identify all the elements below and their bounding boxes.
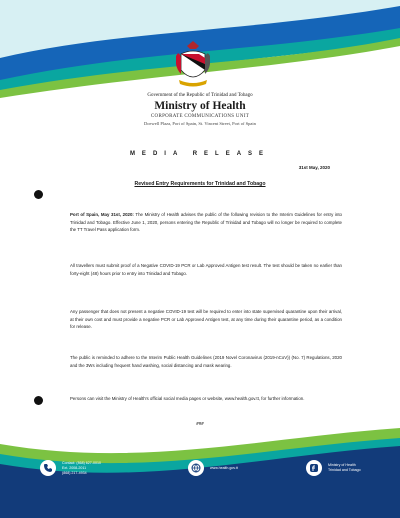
ministry-name: Ministry of Health bbox=[154, 100, 246, 112]
end-mark: ### bbox=[196, 421, 204, 426]
contact-line[interactable]: www.health.gov.tt bbox=[210, 465, 238, 470]
contact-line: Ext. 2008-2011 bbox=[62, 465, 87, 470]
paragraph-text: The Ministry of Health advises the public of the following revision to the Interim Guidelines for entry into Trinidad and Tobago. Effective June 1, 2020, persons entering the Republic of Trinidad and Tobago will no longer be required to complete the TT Travel Pass application form. bbox=[70, 212, 342, 233]
contact-line: Trinidad and Tobago bbox=[328, 468, 361, 472]
body-paragraph bbox=[70, 262, 342, 277]
release-date: 31st May, 2020 bbox=[298, 165, 330, 170]
communications-unit: CORPORATE COMMUNICATIONS UNIT bbox=[150, 114, 250, 119]
phone-icon bbox=[40, 460, 56, 476]
release-title: Revised Entry Requirements for Trinidad and Tobago bbox=[134, 181, 266, 187]
body-paragraph bbox=[70, 395, 342, 403]
paragraph-text: Any passenger that does not present a negative COVID-19 test will be required to enter into state supervised quarantine upon their arrival, at their own cost and must provide a negative PCR or Lab Approved Antigen test, at any time during their quarantine period, as a condition for release. bbox=[70, 309, 342, 330]
government-heading: Government of the Republic of Trinidad and Tobago bbox=[147, 93, 253, 98]
web-icon bbox=[188, 460, 204, 476]
social-icon bbox=[306, 460, 322, 476]
footer-contact-phone bbox=[40, 460, 101, 476]
media-release-label: MEDIA RELEASE bbox=[129, 151, 271, 157]
paragraph-text: All travellers must submit proof of a Negative COVID-19 PCR or Lab Approved Antigen test result. The test should be taken no earlier than forty-eight (48) hours prior to entry into Trinidad and Tobago. bbox=[70, 263, 342, 276]
contact-line: Contact: (868) 627-0010 bbox=[62, 460, 101, 465]
contact-line: Ministry of Health bbox=[328, 463, 356, 467]
paragraph-text: The public is reminded to adhere to the Interim Public Health Guidelines (2019 Novel Coronavirus (2019-nCoV)) (No. 7) Regulations, 2020 and the 3Ws including frequent hand washing, social distancing and mask wearing. bbox=[70, 355, 342, 368]
paragraph-lead: Port of Spain, May 31st, 2020: bbox=[70, 212, 134, 217]
body-paragraph bbox=[70, 211, 342, 234]
contact-line: (868) 217-4934 bbox=[62, 470, 87, 475]
ministry-address: Doewell Plaza, Port of Spain, St. Vincent Street, Port of Spain bbox=[144, 121, 256, 126]
footer-contact-web bbox=[188, 460, 238, 476]
hole-punch-mark bbox=[34, 396, 43, 405]
coat-of-arms-crest bbox=[173, 40, 213, 90]
body-paragraph bbox=[70, 354, 342, 369]
footer-contact-social bbox=[306, 460, 361, 476]
paragraph-text: Persons can visit the Ministry of Health's official social media pages or website, www.health.gov.tt, for further information. bbox=[70, 396, 305, 401]
body-paragraph bbox=[70, 308, 342, 331]
hole-punch-mark bbox=[34, 190, 43, 199]
